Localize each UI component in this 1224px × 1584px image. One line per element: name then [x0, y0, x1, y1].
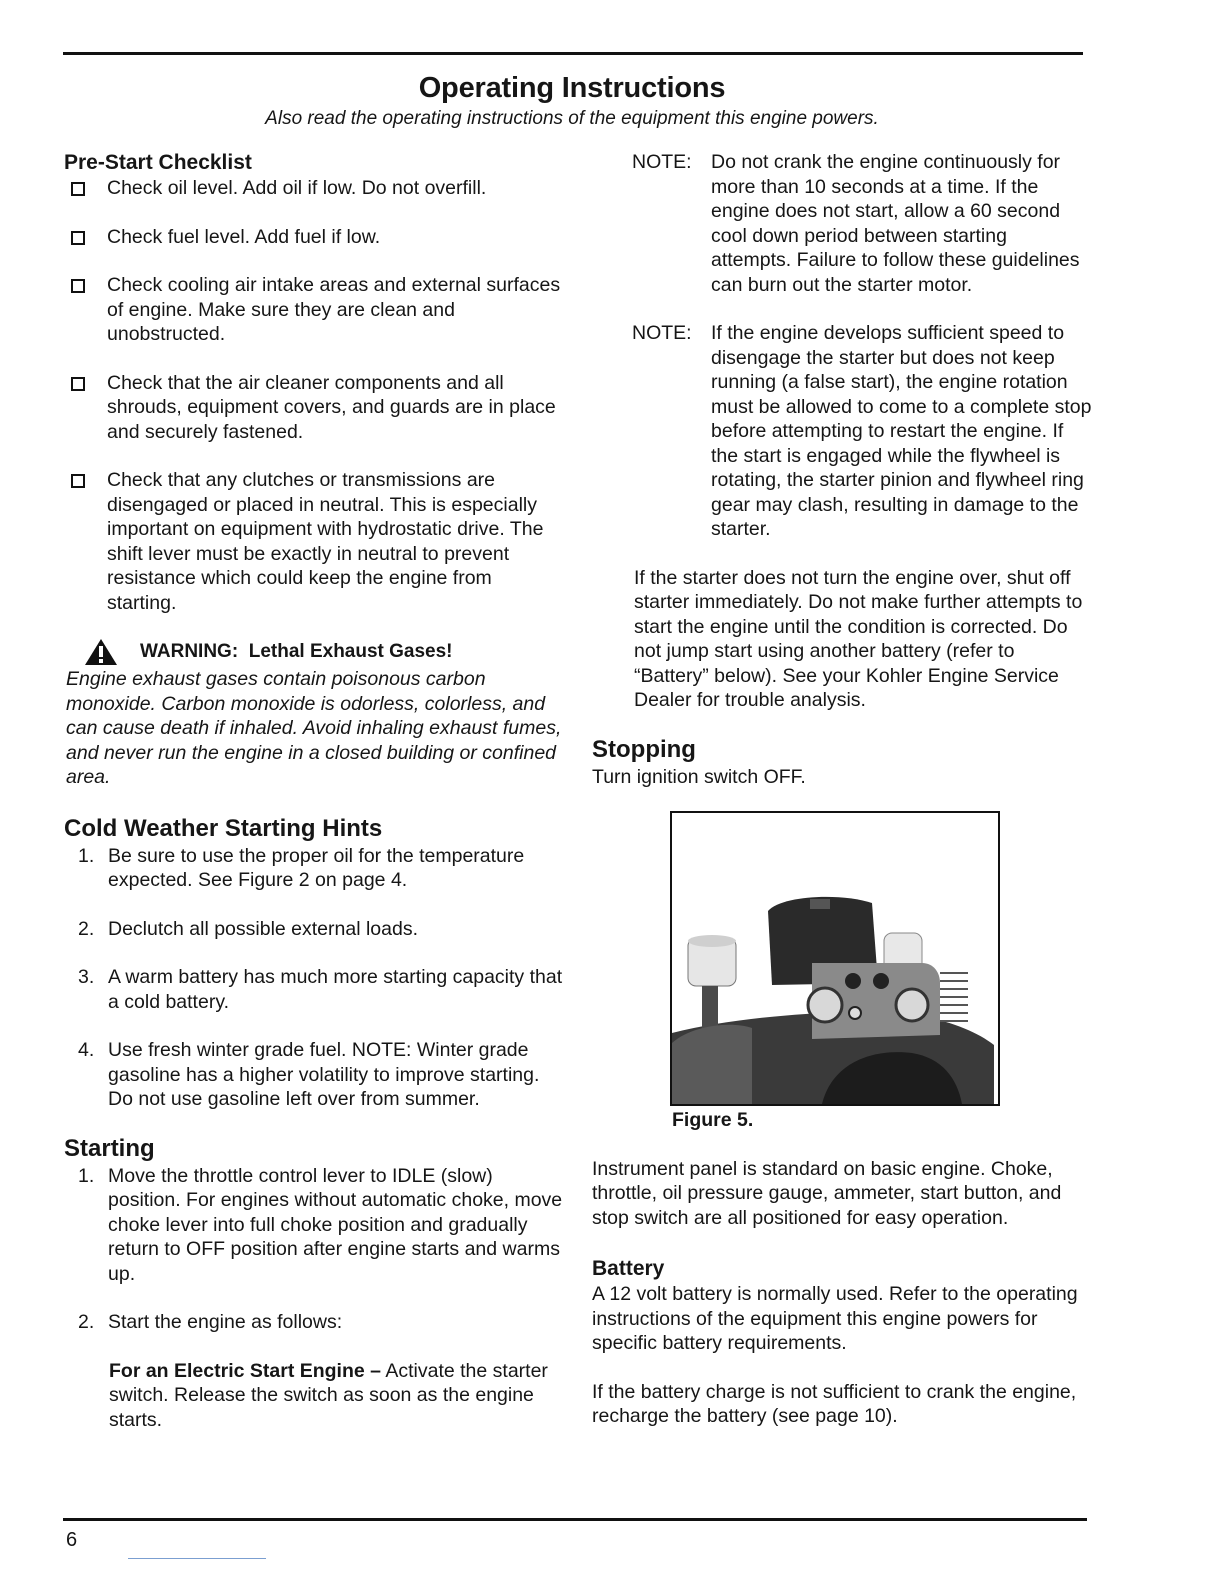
- right-column: [592, 150, 1092, 1429]
- warning-text: Engine exhaust gases contain poisonous carbon monoxide. Carbon monoxide is odorless, colorless, and can cause death if inhaled. Avoid inhaling exhaust fumes, and never run the engine in a closed building or confined area.: [66, 668, 562, 788]
- warning-triangle-icon: [84, 638, 118, 666]
- checkbox-icon: [71, 182, 85, 196]
- list-item-text: Move the throttle control lever to IDLE (slow) position. For engines without automatic choke, move choke lever into full choke position and gradually return to OFF position after engine starts and warms up.: [108, 1164, 563, 1285]
- note-label: NOTE:: [632, 322, 692, 344]
- prestart-heading: Pre-Start Checklist: [64, 151, 252, 174]
- list-item: [64, 917, 564, 942]
- list-number: 2.: [78, 1311, 95, 1333]
- list-number: 2.: [78, 917, 95, 940]
- checklist-item: [64, 371, 564, 445]
- list-number: 3.: [78, 966, 95, 988]
- checkbox-icon: [71, 279, 85, 293]
- battery-heading: Battery: [592, 1257, 665, 1280]
- top-rule: [63, 52, 1083, 55]
- starter-paragraph: If the starter does not turn the engine over, shut off starter immediately. Do not make further attempts to start the engine until the condition is corrected. Do not jump start using another battery (refer to “Battery” below). See your Kohler Engine Service Dealer for trouble analysis.: [634, 566, 1083, 711]
- note-label: NOTE:: [632, 151, 692, 173]
- warning-block: [64, 637, 564, 790]
- warning-title: Lethal Exhaust Gases!: [248, 640, 453, 662]
- warning-label: WARNING:: [140, 640, 239, 662]
- prestart-checklist: [64, 176, 564, 615]
- list-item: [64, 1164, 564, 1287]
- list-item: [64, 965, 564, 1014]
- page-subtitle: Also read the operating instructions of the equipment this engine powers.: [265, 108, 879, 129]
- checkbox-icon: [71, 474, 85, 488]
- checklist-item-text: Check that the air cleaner components and all shrouds, equipment covers, and guards are in place and securely fastened.: [107, 371, 556, 443]
- starting-heading: Starting: [64, 1134, 155, 1162]
- checkbox-icon: [71, 377, 85, 391]
- stopping-text: Turn ignition switch OFF.: [592, 765, 806, 788]
- engine-illustration: [672, 813, 998, 1104]
- list-item-text: Start the engine as follows:: [108, 1311, 343, 1333]
- figure-caption: Figure 5.: [672, 1109, 754, 1131]
- list-item: [64, 844, 564, 893]
- checklist-item-text: Check fuel level. Add fuel if low.: [107, 225, 381, 248]
- electric-start-label: For an Electric Start Engine –: [109, 1359, 381, 1382]
- left-column: [64, 150, 564, 1432]
- bottom-rule: [63, 1518, 1087, 1521]
- checklist-item: [64, 225, 564, 250]
- checklist-item: [64, 176, 564, 201]
- list-item-text: Declutch all possible external loads.: [108, 917, 419, 940]
- list-number: 4.: [78, 1039, 95, 1061]
- checklist-item-text: Check oil level. Add oil if low. Do not overfill.: [107, 177, 487, 199]
- cold-weather-list: [64, 844, 564, 1112]
- list-item-text: Be sure to use the proper oil for the temperature expected. See Figure 2 on page 4.: [108, 844, 525, 891]
- electric-start-paragraph: [64, 1359, 564, 1433]
- list-item: [64, 1038, 564, 1112]
- figure-5-image: [670, 811, 1000, 1106]
- list-number: 1.: [78, 1164, 95, 1187]
- stopping-heading: Stopping: [592, 735, 696, 763]
- electric-start-text: Activate the starter switch. Release the switch as soon as the engine starts.: [109, 1359, 548, 1431]
- battery-paragraph: If the battery charge is not sufficient to crank the engine, recharge the battery (see page 10).: [592, 1380, 1077, 1427]
- checklist-item: [64, 273, 564, 347]
- checklist-item: [64, 468, 564, 615]
- page-number: 6: [66, 1529, 78, 1551]
- note-text: Do not crank the engine continuously for more than 10 seconds at a time. If the engine does not start, allow a 60 second cool down period between starting attempts. Failure to follow these guidelines can burn out the starter motor.: [711, 151, 1080, 296]
- list-item-text: Use fresh winter grade fuel. NOTE: Winter grade gasoline has a higher volatility to improve starting. Do not use gasoline left over from summer.: [108, 1039, 540, 1110]
- warning-header: [64, 637, 564, 667]
- checklist-item-text: Check that any clutches or transmissions are disengaged or placed in neutral. This is especially important on equipment with hydrostatic drive. The shift lever must be exactly in neutral to prevent resistance which could keep the engine from starting.: [107, 469, 544, 614]
- cold-weather-heading: Cold Weather Starting Hints: [64, 814, 383, 842]
- list-item: [64, 1310, 564, 1335]
- battery-paragraph: A 12 volt battery is normally used. Refer to the operating instructions of the equipment this engine powers for specific battery requirements.: [592, 1283, 1078, 1354]
- footer-stub-line: [128, 1558, 266, 1559]
- checkbox-icon: [71, 231, 85, 245]
- starting-list: [64, 1164, 564, 1335]
- page-title: Operating Instructions: [418, 72, 726, 104]
- checklist-item-text: Check cooling air intake areas and external surfaces of engine. Make sure they are clean and unobstructed.: [107, 274, 561, 345]
- figure-description: Instrument panel is standard on basic engine. Choke, throttle, oil pressure gauge, ammeter, start button, and stop switch are all positioned for easy operation.: [592, 1157, 1062, 1229]
- list-number: 1.: [78, 844, 95, 867]
- note-text: If the engine develops sufficient speed to disengage the starter but does not keep running (a false start), the engine rotation must be allowed to come to a complete stop before attempting to restart the engine. If the start is engaged while the flywheel is rotating, the starter pinion and flywheel ring gear may clash, resulting in damage to the starter.: [711, 322, 1092, 540]
- list-item-text: A warm battery has much more starting capacity that a cold battery.: [108, 966, 563, 1013]
- note-block: [632, 150, 1092, 297]
- note-block: [632, 321, 1092, 542]
